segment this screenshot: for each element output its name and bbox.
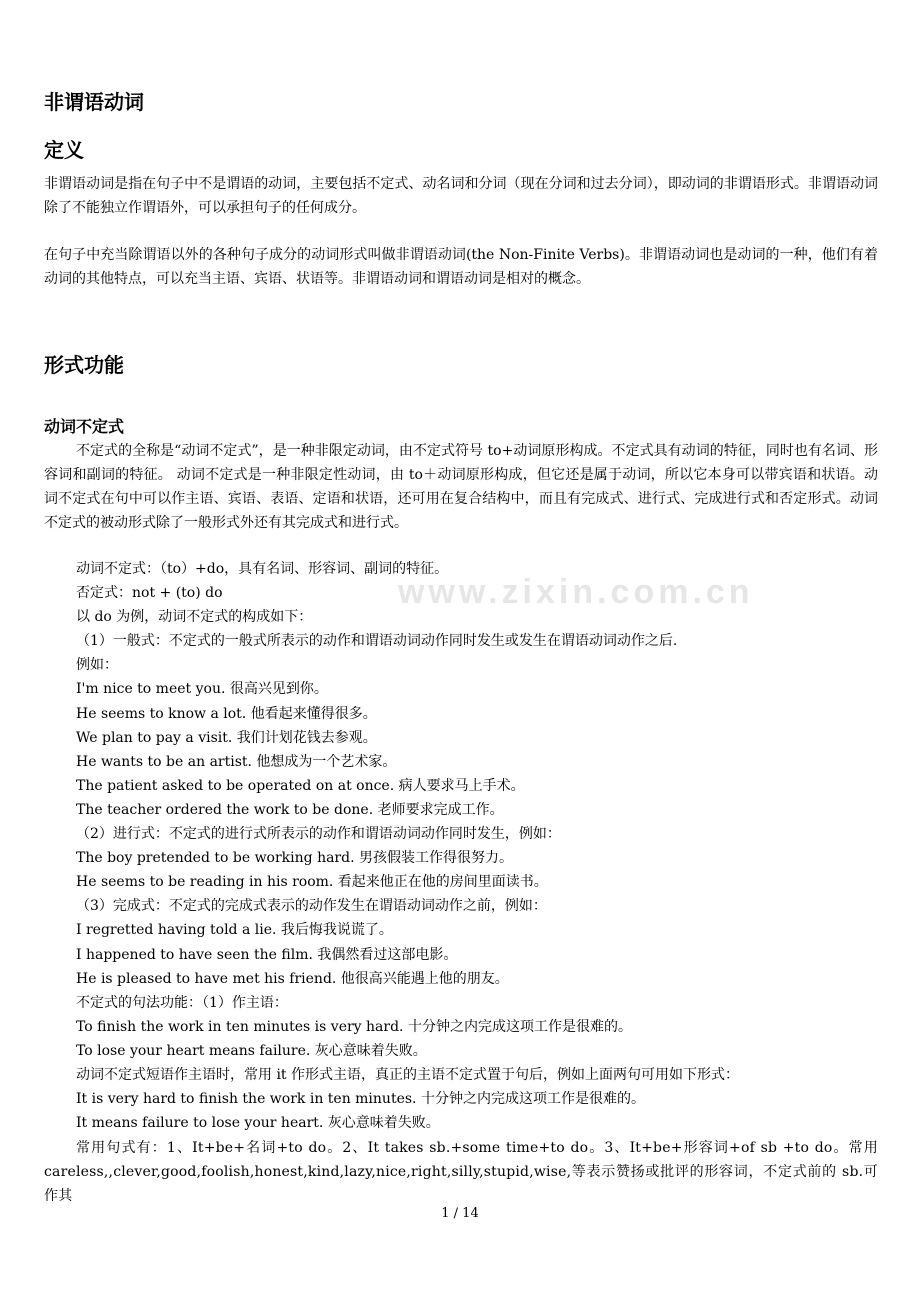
example-line: 以 do 为例，动词不定式的构成如下： bbox=[76, 609, 313, 626]
example-line: I regretted having told a lie. 我后悔我说谎了。 bbox=[76, 922, 393, 939]
heading-definition: 定义 bbox=[44, 138, 84, 162]
example-line: （1）一般式：不定式的一般式所表示的动作和谓语动词动作同时发生或发生在谓语动词动作之后. bbox=[76, 633, 678, 650]
example-line: To finish the work in ten minutes is very hard. 十分钟之内完成这项工作是很难的。 bbox=[76, 1018, 632, 1035]
example-line: The patient asked to be operated on at once. 病人要求马上手术。 bbox=[76, 777, 525, 794]
paragraph-definition-1: 非谓语动词是指在句子中不是谓语的动词，主要包括不定式、动名词和分词（现在分词和过去分词），即动词的非谓语形式。非谓语动词除了不能独立作谓语外，可以承担句子的任何成分。 bbox=[44, 176, 878, 216]
example-line: I'm nice to meet you. 很高兴见到你。 bbox=[76, 681, 328, 698]
example-lines bbox=[76, 557, 876, 1135]
example-line: It is very hard to finish the work in ten minutes. 十分钟之内完成这项工作是很难的。 bbox=[76, 1091, 645, 1108]
example-line: I happened to have seen the film. 我偶然看过这部电影。 bbox=[76, 946, 458, 963]
page-number: 1 / 14 bbox=[441, 1206, 479, 1221]
example-line: （3）完成式：不定式的完成式表示的动作发生在谓语动词动作之前，例如： bbox=[76, 898, 547, 915]
example-line: 动词不定式：（to）+do，具有名词、形容词、副词的特征。 bbox=[76, 561, 449, 577]
example-line: He seems to know a lot. 他看起来懂得很多。 bbox=[76, 705, 377, 722]
example-line: It means failure to lose your heart. 灰心意味着失败。 bbox=[76, 1115, 440, 1132]
example-line: The boy pretended to be working hard. 男孩假装工作得很努力。 bbox=[76, 850, 513, 867]
page-title: 非谓语动词 bbox=[44, 90, 144, 114]
example-line: The teacher ordered the work to be done. 老师要求完成工作。 bbox=[76, 801, 504, 818]
paragraph-patterns: 常用句式有：1、It+be+名词+to do。2、It takes sb.+some time+to do。3、It+be+形容词+of sb +to do。常用 careless,,clever,good,foolish,honest,kind,lazy,nice,right,silly,stupid,wise,等表示赞扬或批评的形容词，不定式前的 sb.可作其 bbox=[44, 1140, 878, 1204]
example-line: He is pleased to have met his friend. 他很高兴能遇上他的朋友。 bbox=[76, 970, 509, 987]
example-line: He seems to be reading in his room. 看起来他正在他的房间里面读书。 bbox=[76, 874, 548, 891]
example-line: 动词不定式短语作主语时，常用 it 作形式主语，真正的主语不定式置于句后，例如上面两句可用如下形式： bbox=[76, 1066, 740, 1083]
paragraph-definition-2: 在句子中充当除谓语以外的各种句子成分的动词形式叫做非谓语动词(the Non-Finite Verbs)。非谓语动词也是动词的一种，他们有着动词的其他特点，可以充当主语、宾语、状语等。非谓语动词和谓语动词是相对的概念。 bbox=[44, 247, 878, 287]
example-line: To lose your heart means failure. 灰心意味着失败。 bbox=[76, 1042, 427, 1059]
example-line: 例如： bbox=[76, 657, 118, 674]
example-line: 否定式：not + (to) do bbox=[76, 585, 223, 602]
example-line: He wants to be an artist. 他想成为一个艺术家。 bbox=[76, 753, 397, 770]
example-line: （2）进行式：不定式的进行式所表示的动作和谓语动词动作同时发生，例如： bbox=[76, 826, 561, 843]
example-line: We plan to pay a visit. 我们计划花钱去参观。 bbox=[76, 729, 377, 746]
heading-forms-functions: 形式功能 bbox=[44, 353, 124, 377]
example-line: 不定式的句法功能：（1）作主语： bbox=[76, 994, 288, 1011]
heading-infinitive: 动词不定式 bbox=[44, 417, 125, 436]
paragraph-infinitive: 不定式的全称是“动词不定式”，是一种非限定动词，由不定式符号 to+动词原形构成。不定式具有动词的特征，同时也有名词、形容词和副词的特征。 动词不定式是一种非限定性动词，由 to＋动词原形构成，但它还是属于动词，所以它本身可以带宾语和状语。动词不定式在句中可以作主语、宾语、表语、定语和状语，还可用在复合结构中，而且有完成式、进行式、完成进行式和否定形式。动词不定式的被动形式除了一般形式外还有其完成式和进行式。 bbox=[44, 443, 878, 531]
watermark: www.zixin.com.cn bbox=[398, 573, 754, 611]
